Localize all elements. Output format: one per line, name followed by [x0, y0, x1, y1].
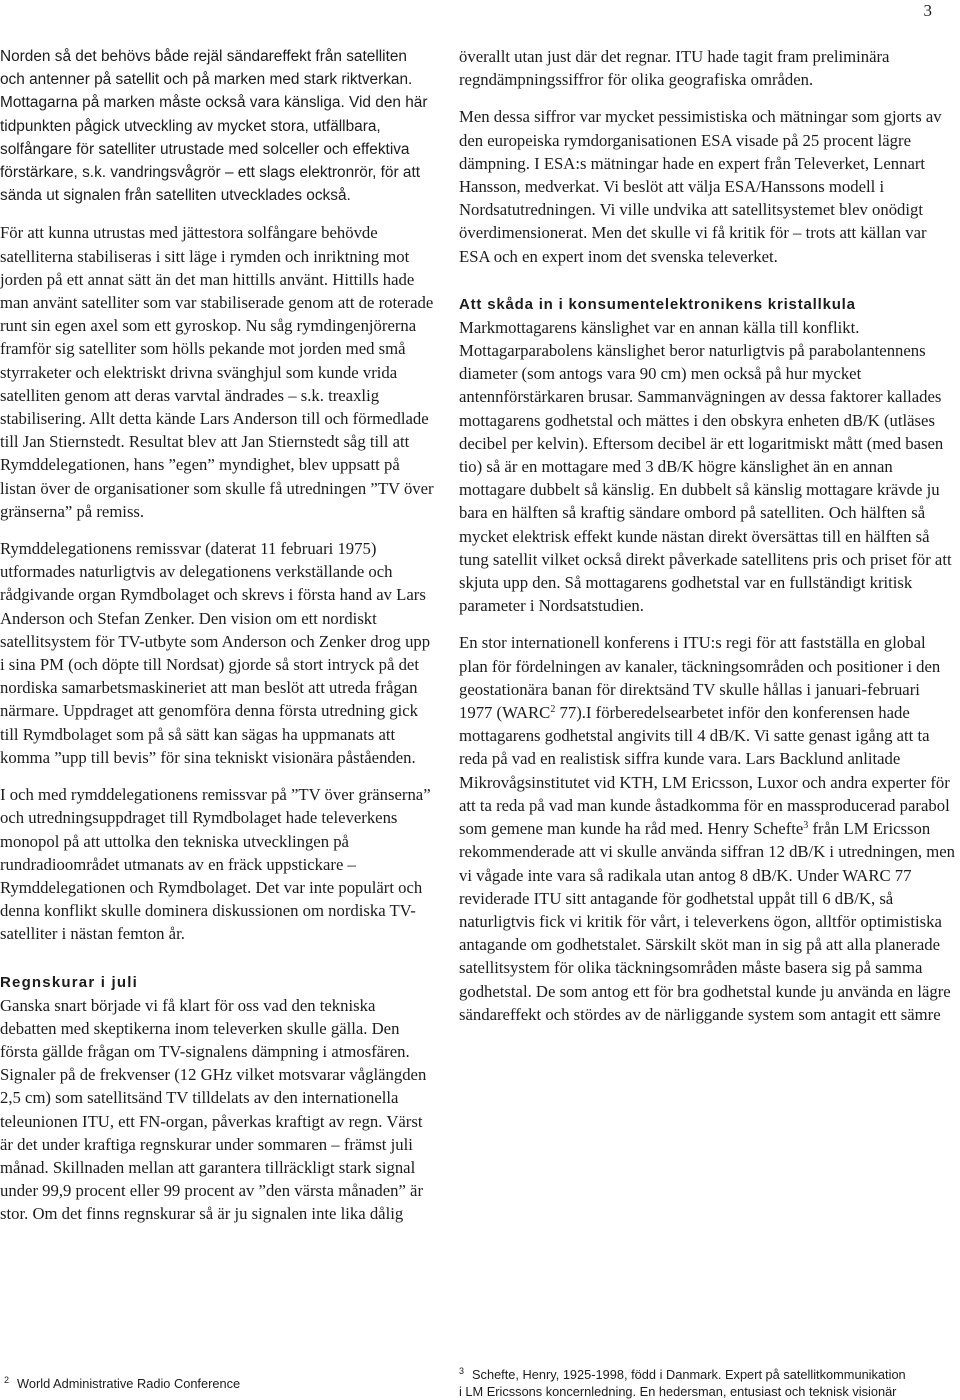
- right-column: [459, 45, 956, 1026]
- paragraph-stabilization: För att kunna utrustas med jättestora solfångare behövde satelliterna stabiliseras i sitt läge i rymden och inriktning mot jorden på ett annat sätt än det man hittills använt. Hittills hade man använt satelliter som var stabiliserade genom att de roterade runt sin egen axel som ett gyroskop. Nu såg rymdingenjörerna framför sig satelliter som hölls pekande mot jorden med små styrraketer och elektriskt drivna svänghjul som kunde vrida satelliten genom att deras varvtal ändrades – s.k. treaxlig stabilisering. Allt detta kände Lars Anderson till och förmedlade till Jan Stiernstedt. Resultat blev att Jan Stiernstedt såg till att Rymddelegationen, hans ”egen” myndighet, blev uppsatt på listan över de organisationer som skulle få utredningen ”TV över gränserna” på remiss.: [0, 223, 434, 521]
- paragraph-rain: Ganska snart började vi få klart för oss vad den tekniska debatten med skeptikerna inom televerken skulle gälla. Den första gällde frågan om TV-signalens dämpning i atmosfären. Signaler på de frekvenser (12 GHz vilket motsvarar våglängden 2,5 cm) som satellitsänd TV tilldelats av den internationella teleunionen ITU, ett FN-organ, påverkas kraftigt av regn. Värst är det under kraftiga regnskurar under sommaren – främst juli månad. Skillnaden mellan att garantera tillräckligt stark signal under 99,9 procent eller 99 procent av ”den värsta månaden” är stor. Om det finns regnskurar så är ju signalen inte lika dålig: [0, 995, 427, 1224]
- paragraph-warc-c: från LM Ericsson rekommenderade att vi skulle använda siffran 12 dB/K i utredningen, men vi vågade inte vara så radikala utan antog 8 dB/K. Under WARC 77 reviderade ITU sitt antagande för godhetstal uppåt till 6 dB/K, så naturligtvis fick vi kritik för vårt, i televerkens ögon, alltför optimistiska antagande om godhetstalet. Särskilt sköt man in sig på att alla planerade satellitsystem för olika täckningsområden måste basera sig på samma godhetstal. De som antog ett för bra godhetstal kunde ju använda en lägre sändareffekt och stördes av de närliggande system som antagit ett sämre: [459, 819, 956, 1024]
- footnote-number: 2: [4, 1375, 10, 1385]
- section-heading-kristallkula: Att skåda in i konsumentelektronikens kristallkula: [459, 295, 856, 313]
- footnote-text-1: Schefte, Henry, 1925-1998, född i Danmark. Expert på satellitkommunikation: [472, 1367, 906, 1382]
- paragraph-warc-b: 77).I förberedelsearbetet inför den konferensen hade mottagarens godhetstal angivits till 4 dB/K. Vi satte genast igång att ta reda på vad en realistisk siffra kunde vara. Lars Backlund anlitade Mikrovågsinstitutet vid KTH, LM Ericsson, Luxor och andra experter för att ta reda på vad man kunde åstadkomma för en massproducerad parabol som gemene man kunde ha råd med. Henry Schefte: [459, 703, 950, 839]
- paragraph-esa: Men dessa siffror var mycket pessimistiska och mätningar som gjorts av den europeiska rymdorganisationen ESA visade på 25 procent lägre dämpning. I ESA:s mätningar hade en expert från Televerket, Lennart Hansson, medverkat. Vi beslöt att välja ESA/Hanssons modell i Nordsatutredningen. Vi ville undvika att satellitsystemet blev onödigt överdimensionerat. Men det skulle vi få kritik för – trots att källan var ESA och en expert inom det svenska televerket.: [459, 107, 942, 266]
- paragraph-receiver: Markmottagarens känslighet var en annan källa till konflikt. Mottagarparabolens känslighet beror naturligtvis på parabolantennens diameter (som antogs vara 90 cm) men också på hur mycket antennförstärkaren brusar. Sammanvägningen av dessa faktorer kallades mottagarens godhetstal och mättes i den obskyra enheten dB/K (utläses decibel per kelvin). Eftersom decibel är ett logaritmiskt mått (med basen tio) så är en mottagare med 3 dB/K högre känslighet än en annan mottagare dubbelt så känslig. En dubbelt så känslig mottagare krävde ju bara en hälften så kraftig sändare ombord på satelliten. Och hälften så mycket elektrisk effekt kunde nästan direkt översättas till en hälften så tung satellit vilket också direkt påverkade satellitens pris och priset för att skjuta upp den. Så mottagarens godhetstal var en fullständigt kritisk parameter i Nordsatstudien.: [459, 317, 952, 616]
- footnote-3: [459, 1363, 959, 1400]
- paragraph-warc-a: En stor internationell konferens i ITU:s regi för att fastställa en global plan för fördelningen av kanaler, täckningsområden och positioner i den geostationära banan för direktsänd TV skulle hållas i januari-februari 1977 (WARC: [459, 633, 941, 723]
- paragraph-monopol: I och med rymddelegationens remissvar på ”TV över gränserna” och utredningsuppdraget till Rymdbolaget hade televerkens monopol på att uttolka den tekniska utvecklingen på rundradioområdet utmanats av en fräck uppstickare – Rymddelegationen och Rymdbolaget. Det var inte populärt och denna konflikt skulle dominera diskussionen om nordiska TV-satelliter i nästan femton år.: [0, 785, 431, 944]
- paragraph-warc: [459, 631, 956, 1025]
- page-number: 3: [923, 1, 932, 20]
- paragraph-itu: överallt utan just där det regnar. ITU hade tagit fram preliminära regndämpningssiffror för olika geografiska områden.: [459, 47, 890, 90]
- footnote-ref-2: 2: [550, 704, 556, 716]
- paragraph-intro-text: Norden så det behövs både rejäl sändareffekt från satelliten och antenner på satellit och på marken med stark riktverkan. Mottagarna på marken måste också vara känsliga. Vid den här tidpunkten pågick utveckling av mycket stora, utfällbara, solfångare för satelliter utrustade med solceller och effektiva förstärkare, s.k. vandringsvågrör – ett slags elektronrör, för att sända ut signalen från satelliten utvecklades också.: [0, 48, 428, 205]
- paragraph-intro: [0, 45, 436, 207]
- footnote-text: World Administrative Radio Conference: [17, 1376, 241, 1391]
- footnote-number: 3: [459, 1366, 465, 1376]
- section-heading-regnskurar: Regnskurar i juli: [0, 973, 138, 991]
- left-column: [0, 45, 436, 1226]
- footnote-2: [4, 1372, 240, 1392]
- footnote-line-2: i LM Ericssons koncernledning. En hedersman, entusiast och teknisk visionär: [459, 1384, 897, 1399]
- paragraph-remissvar: Rymddelegationens remissvar (daterat 11 februari 1975) utformades naturligtvis av delegationens verkställande och rådgivande organ Rymdbolaget och skrevs i första hand av Lars Anderson och Stefan Zenker. Den vision om ett nordiskt satellitsystem för TV-utbyte som Anderson och Zenker drog upp i sina PM (och döpte till Nordsat) gjorde så stort intryck på det nordiska samarbetsmaskineriet att man beslöt att utreda frågan närmare. Uppdraget att genomföra denna första utredning gick till Rymdbolaget som på så sätt kan sägas ha uppmanats att komma ”upp till bevis” för sina tekniskt visionära påståenden.: [0, 539, 431, 767]
- footnote-ref-3: 3: [803, 820, 809, 832]
- footnote-line-1: [459, 1363, 959, 1383]
